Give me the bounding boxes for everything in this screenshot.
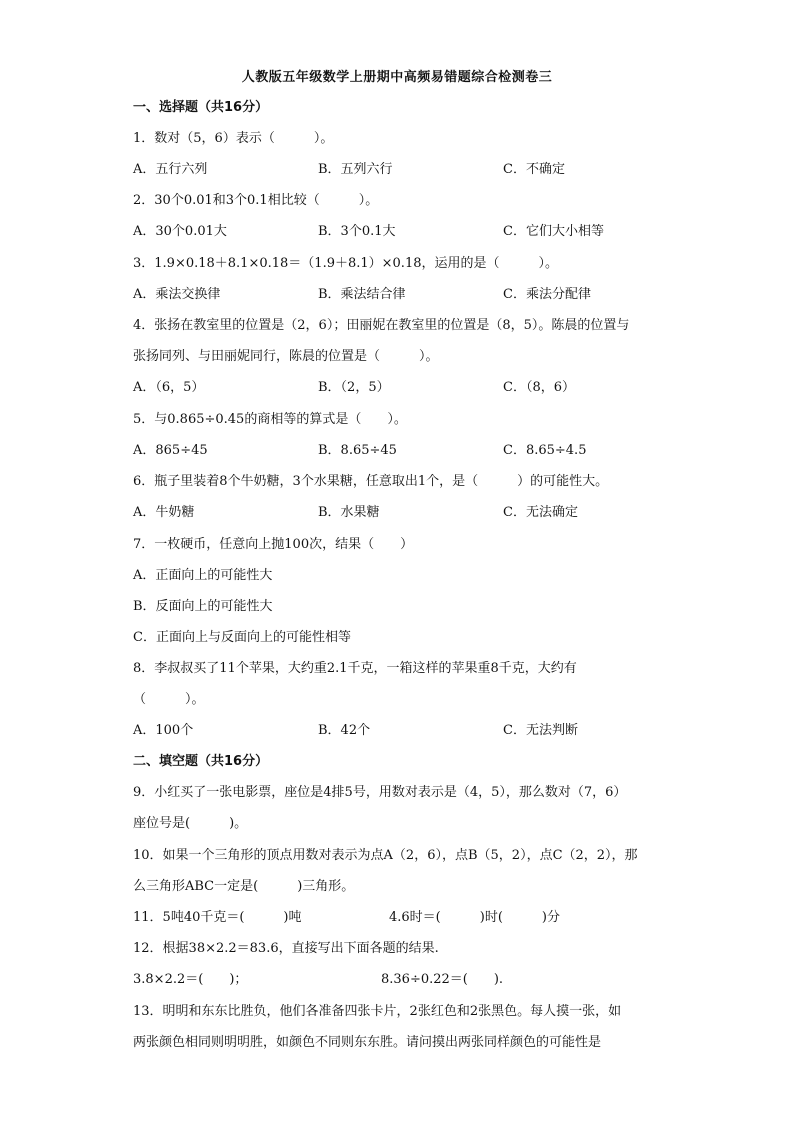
q8-option-b: B．42个 [318, 723, 371, 738]
q4-option-b: B．（2，5） [318, 380, 390, 395]
q5-option-a: A．865÷45 [133, 443, 208, 458]
q12-part2: 8.36÷0.22＝( ). [381, 972, 504, 987]
q7-stem: 7．一枚硬币，任意向上抛100次，结果（ ） [133, 537, 414, 552]
q4-option-a: A．（6，5） [133, 380, 205, 395]
q9-line2: 座位号是( )。 [133, 816, 248, 831]
q2-option-a: A．30个0.01大 [133, 224, 227, 239]
q10-line1: 10．如果一个三角形的顶点用数对表示为点A（2，6），点B（5，2），点C（2，2），那 [133, 848, 638, 863]
q9-line1: 9．小红买了一张电影票，座位是4排5号，用数对表示是（4，5），那么数对（7，6） [133, 785, 627, 800]
page-title: 人教版五年级数学上册期中高频易错题综合检测卷三 [241, 70, 553, 85]
q12-part1: 3.8×2.2＝( )； [133, 972, 248, 987]
q5-stem: 5．与0.865÷0.45的商相等的算式是（ ）。 [133, 412, 407, 427]
q2-option-b: B．3个0.1大 [318, 224, 396, 239]
q1-option-c: C．不确定 [503, 162, 565, 177]
q1-stem: 1．数对（5，6）表示（ ）。 [133, 131, 334, 146]
q2-option-c: C．它们大小相等 [503, 224, 604, 239]
q6-option-a: A．牛奶糖 [133, 505, 195, 520]
q11-part2: 4.6时＝( )时( )分 [389, 910, 560, 925]
q1-option-b: B．五列六行 [318, 162, 393, 177]
q8-option-c: C．无法判断 [503, 723, 578, 738]
q3-option-c: C．乘法分配律 [503, 287, 591, 302]
q8-stem-line1: 8．李叔叔买了11个苹果，大约重2.1千克，一箱这样的苹果重8千克，大约有 [133, 661, 577, 676]
q6-option-c: C．无法确定 [503, 505, 578, 520]
q4-option-c: C．（8，6） [503, 380, 575, 395]
q4-stem-line2: 张扬同列、与田丽妮同行，陈晨的位置是（ ）。 [133, 349, 439, 364]
q2-stem: 2．30个0.01和3个0.1相比较（ ）。 [133, 193, 379, 208]
q5-option-c: C．8.65÷4.5 [503, 443, 587, 458]
q8-stem-line2: （ ）。 [133, 692, 205, 707]
q3-stem: 3．1.9×0.18＋8.1×0.18＝（1.9＋8.1）×0.18，运用的是（ ）。 [133, 256, 558, 271]
q12-stem: 12．根据38×2.2＝83.6，直接写出下面各题的结果. [133, 941, 439, 956]
q3-option-b: B．乘法结合律 [318, 287, 406, 302]
q4-stem-line1: 4．张扬在教室里的位置是（2，6）；田丽妮在教室里的位置是（8，5）。陈晨的位置与 [133, 318, 630, 333]
q3-option-a: A．乘法交换律 [133, 287, 221, 302]
q7-option-b: B．反面向上的可能性大 [133, 599, 273, 614]
section-heading-fill: 二、填空题（共16分） [133, 754, 269, 769]
section-heading-choice: 一、选择题（共16分） [133, 100, 269, 115]
q11-part1: 11．5吨40千克＝( )吨 [133, 910, 302, 925]
q13-line1: 13．明明和东东比胜负，他们各准备四张卡片，2张红色和2张黑色。每人摸一张，如 [133, 1004, 622, 1019]
q8-option-a: A．100个 [133, 723, 194, 738]
q5-option-b: B．8.65÷45 [318, 443, 397, 458]
q6-option-b: B．水果糖 [318, 505, 380, 520]
q13-line2: 两张颜色相同则明明胜，如颜色不同则东东胜。请问摸出两张同样颜色的可能性是 [133, 1035, 602, 1050]
q1-option-a: A．五行六列 [133, 162, 208, 177]
q6-stem: 6．瓶子里装着8个牛奶糖，3个水果糖，任意取出1个，是（ ）的可能性大。 [133, 474, 609, 489]
q7-option-c: C．正面向上与反面向上的可能性相等 [133, 630, 351, 645]
q10-line2: 么三角形ABC一定是( )三角形。 [133, 879, 355, 894]
q7-option-a: A．正面向上的可能性大 [133, 568, 273, 583]
